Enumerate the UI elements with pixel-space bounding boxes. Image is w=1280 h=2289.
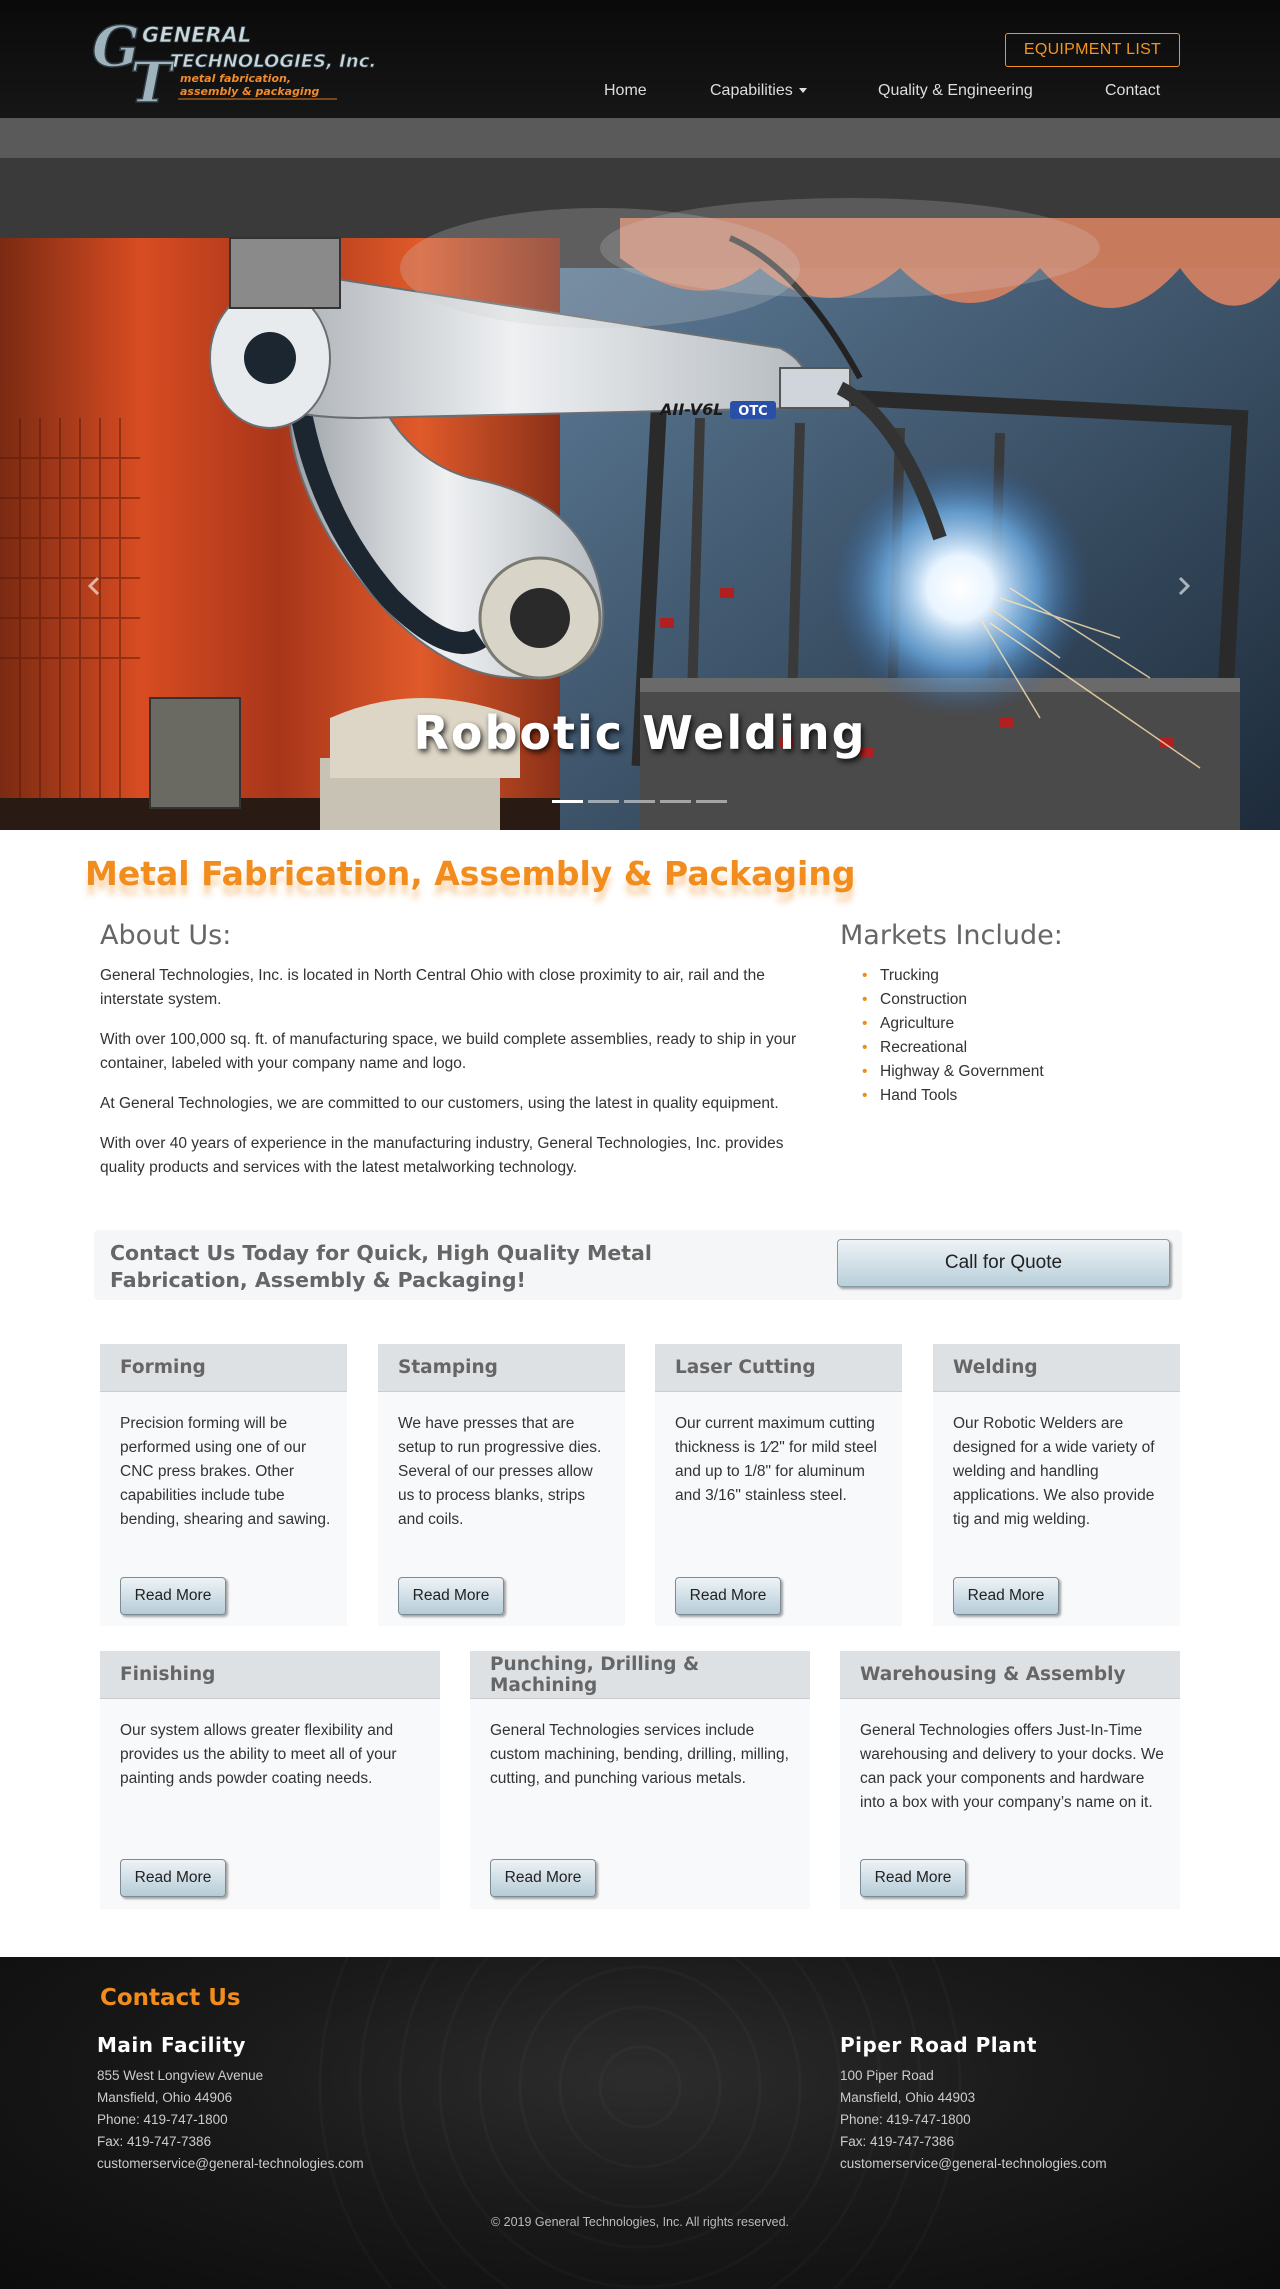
- capability-card-forming: [100, 1344, 347, 1626]
- card-title: Stamping: [378, 1344, 625, 1392]
- capability-card-stamping: [378, 1344, 625, 1626]
- card-body: We have presses that are setup to run progressive dies. Several of our presses allow us to process blanks, strips and coils.: [398, 1415, 602, 1528]
- nav-home[interactable]: Home: [604, 82, 647, 99]
- location-name: Main Facility: [97, 2033, 246, 2057]
- logo-line2: TECHNOLOGIES, Inc.: [170, 51, 377, 72]
- location-street: 855 West Longview Avenue: [97, 2068, 264, 2083]
- robot-model-label: AII-V6L: [660, 400, 724, 419]
- equipment-list-button[interactable]: EQUIPMENT LIST: [1005, 33, 1180, 67]
- footer-location-piper: [840, 2033, 1107, 2175]
- card-body: General Technologies offers Just-In-Time warehousing and delivery to your docks. We can pack your components and hardware into a box with your company’s name on it.: [860, 1722, 1164, 1811]
- about-paragraph: With over 40 years of experience in the manufacturing industry, General Technologies, Inc. provides quality products and services with the latest metalworking technology.: [100, 1135, 784, 1176]
- hero-caption: Robotic Welding: [413, 706, 867, 760]
- list-item: • Agriculture: [862, 1012, 1044, 1036]
- card-title: Finishing: [100, 1651, 440, 1699]
- hero-carousel: [0, 118, 1280, 830]
- card-body: Our Robotic Welders are designed for a wide variety of welding and handling applications. We also provide tig and mig welding.: [953, 1415, 1155, 1528]
- location-email[interactable]: customerservice@general-technologies.com: [840, 2156, 1107, 2171]
- logo-tagline2: assembly & packaging: [180, 85, 320, 98]
- about-paragraph: At General Technologies, we are committed to our customers, using the latest in quality equipment.: [100, 1095, 779, 1112]
- site-header: [0, 0, 1280, 118]
- carousel-indicator[interactable]: [588, 800, 619, 803]
- about-paragraph: General Technologies, Inc. is located in North Central Ohio with close proximity to air, rail and the interstate system.: [100, 967, 765, 1008]
- card-body: General Technologies services include custom machining, bending, drilling, milling, cutting, and punching various metals.: [490, 1722, 789, 1787]
- list-item: • Recreational: [862, 1036, 1044, 1060]
- read-more-button[interactable]: Read More: [120, 1859, 226, 1897]
- card-title: Laser Cutting: [655, 1344, 902, 1392]
- location-fax: Fax: 419-747-7386: [97, 2134, 212, 2149]
- carousel-indicator[interactable]: [624, 800, 655, 803]
- logo-tagline1: metal fabrication,: [180, 72, 292, 85]
- carousel-indicator[interactable]: [660, 800, 691, 803]
- carousel-next-button[interactable]: [1174, 576, 1194, 596]
- read-more-button[interactable]: Read More: [490, 1859, 596, 1897]
- chevron-right-icon: [1174, 576, 1194, 596]
- card-title: Warehousing & Assembly: [840, 1651, 1180, 1699]
- read-more-button[interactable]: Read More: [120, 1577, 226, 1615]
- card-title: Forming: [100, 1344, 347, 1392]
- footer-location-main: [97, 2033, 364, 2175]
- about-paragraph: With over 100,000 sq. ft. of manufacturing space, we build complete assemblies, ready to ship in your container, labeled with your company name and logo.: [100, 1031, 797, 1072]
- markets-list: [862, 964, 1044, 1108]
- main-content: [0, 830, 1280, 1957]
- location-street: 100 Piper Road: [840, 2068, 934, 2083]
- location-email[interactable]: customerservice@general-technologies.com: [97, 2156, 364, 2171]
- robot-badge: OTC: [738, 404, 768, 419]
- read-more-button[interactable]: Read More: [675, 1577, 781, 1615]
- page-title: Metal Fabrication, Assembly & Packaging: [85, 854, 856, 893]
- carousel-prev-button[interactable]: [84, 576, 104, 596]
- contact-callout-text: Contact Us Today for Quick, High Quality Metal Fabrication, Assembly & Packaging!: [110, 1241, 652, 1292]
- nav-capabilities-label: Capabilities: [710, 82, 793, 99]
- capability-card-warehousing-assembly: [840, 1651, 1180, 1909]
- list-item: • Highway & Government: [862, 1060, 1044, 1084]
- logo-line1: GENERAL: [142, 23, 252, 47]
- capability-card-finishing: [100, 1651, 440, 1909]
- nav-contact[interactable]: Contact: [1105, 82, 1161, 99]
- markets-heading: Markets Include:: [840, 920, 1063, 951]
- nav-quality-engineering[interactable]: Quality & Engineering: [878, 82, 1033, 99]
- capability-card-laser-cutting: [655, 1344, 902, 1626]
- chevron-left-icon: [84, 576, 104, 596]
- read-more-button[interactable]: Read More: [398, 1577, 504, 1615]
- site-footer: [0, 1957, 1280, 2289]
- card-title: Punching, Drilling & Machining: [470, 1651, 810, 1699]
- card-title: Welding: [933, 1344, 1180, 1392]
- location-city: Mansfield, Ohio 44903: [840, 2090, 976, 2105]
- card-body: Precision forming will be performed using one of our CNC press brakes. Other capabilities include tube bending, shearing and sawing.: [120, 1415, 331, 1528]
- location-phone[interactable]: Phone: 419-747-1800: [97, 2112, 228, 2127]
- svg-text:G: G: [92, 14, 140, 80]
- card-body: Our current maximum cutting thickness is 1⁄2" for mild steel and up to 1/8" for aluminum and 3/16" stainless steel.: [675, 1415, 877, 1504]
- carousel-indicator[interactable]: [552, 800, 583, 803]
- read-more-button[interactable]: Read More: [860, 1859, 966, 1897]
- svg-text:T: T: [130, 50, 172, 106]
- read-more-button[interactable]: Read More: [953, 1577, 1059, 1615]
- about-heading: About Us:: [100, 920, 232, 951]
- contact-callout: [94, 1230, 1182, 1300]
- list-item: • Trucking: [862, 964, 1044, 988]
- caret-down-icon: [799, 88, 807, 93]
- location-name: Piper Road Plant: [840, 2033, 1037, 2057]
- main-nav: [0, 82, 1280, 102]
- capability-card-punching-drilling-machining: [470, 1651, 810, 1909]
- carousel-indicator[interactable]: [696, 800, 727, 803]
- capability-card-welding: [933, 1344, 1180, 1626]
- card-body: Our system allows greater flexibility and provides us the ability to meet all of your painting ands powder coating needs.: [120, 1722, 397, 1787]
- location-city: Mansfield, Ohio 44906: [97, 2090, 233, 2105]
- nav-capabilities[interactable]: [710, 82, 807, 100]
- carousel-indicators: [552, 800, 727, 803]
- list-item: • Hand Tools: [862, 1084, 1044, 1108]
- footer-contact-heading: Contact Us: [100, 1985, 241, 2011]
- location-fax: Fax: 419-747-7386: [840, 2134, 955, 2149]
- list-item: • Construction: [862, 988, 1044, 1012]
- call-for-quote-button[interactable]: Call for Quote: [837, 1239, 1170, 1287]
- location-phone[interactable]: Phone: 419-747-1800: [840, 2112, 971, 2127]
- copyright: © 2019 General Technologies, Inc. All rights reserved.: [490, 2215, 790, 2229]
